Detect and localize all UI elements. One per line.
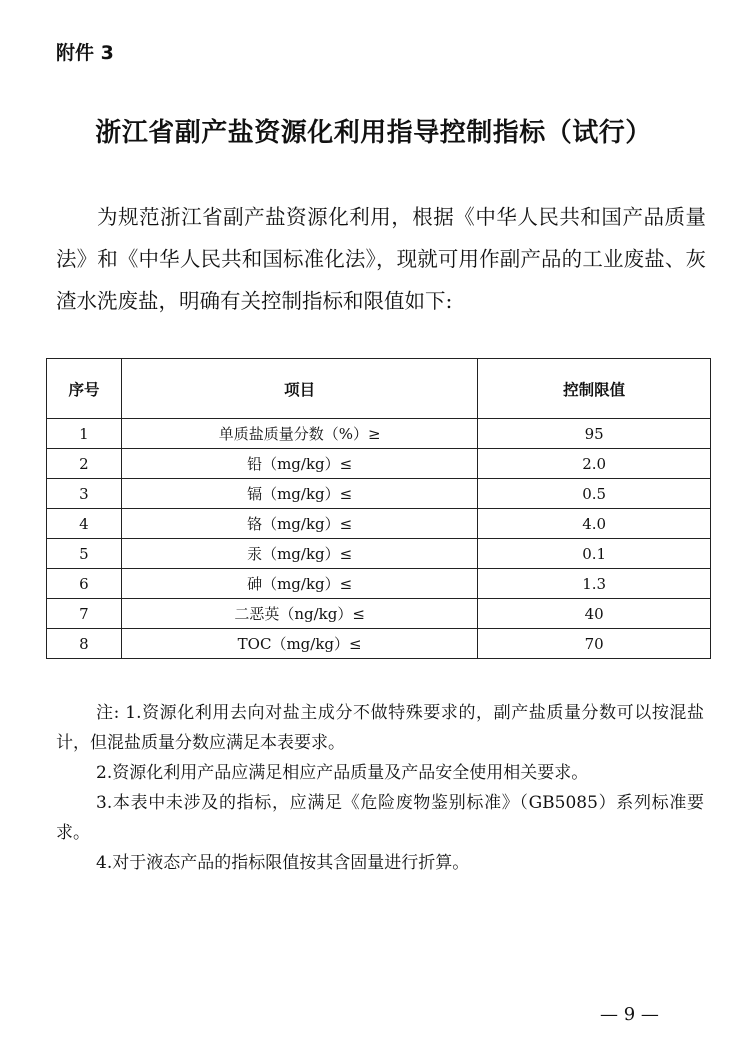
row-serial: 8	[47, 629, 122, 659]
row-item: 砷（mg/kg）≤	[121, 569, 477, 599]
table-row	[47, 479, 711, 509]
note-4: 4.对于液态产品的指标限值按其含固量进行折算。	[96, 853, 470, 873]
note-2: 2.资源化利用产品应满足相应产品质量及产品安全使用相关要求。	[96, 763, 589, 783]
table-header-row	[47, 359, 711, 419]
header-item: 项目	[121, 359, 477, 419]
row-serial: 4	[47, 509, 122, 539]
table-row	[47, 629, 711, 659]
intro-section	[56, 196, 706, 322]
table-row	[47, 419, 711, 449]
row-limit: 2.0	[478, 449, 711, 479]
row-serial: 5	[47, 539, 122, 569]
document-title: 浙江省副产盐资源化利用指导控制指标（试行）	[95, 118, 652, 148]
row-item: 二恶英（ng/kg）≤	[121, 599, 477, 629]
row-limit: 70	[478, 629, 711, 659]
header-limit: 控制限值	[478, 359, 711, 419]
row-limit: 95	[478, 419, 711, 449]
row-item: 汞（mg/kg）≤	[121, 539, 477, 569]
table-row	[47, 599, 711, 629]
row-serial: 1	[47, 419, 122, 449]
row-serial: 7	[47, 599, 122, 629]
table-row	[47, 569, 711, 599]
row-item: 铅（mg/kg）≤	[121, 449, 477, 479]
intro-paragraph: 为规范浙江省副产盐资源化利用，根据《中华人民共和国产品质量法》和《中华人民共和国标准化法》，现就可用作副产品的工业废盐、灰渣水洗废盐，明确有关控制指标和限值如下:	[56, 205, 706, 313]
page-number: — 9 —	[600, 1004, 659, 1025]
row-limit: 0.5	[478, 479, 711, 509]
header-serial: 序号	[47, 359, 122, 419]
row-limit: 0.1	[478, 539, 711, 569]
row-item: 铬（mg/kg）≤	[121, 509, 477, 539]
row-item: 镉（mg/kg）≤	[121, 479, 477, 509]
row-limit: 1.3	[478, 569, 711, 599]
row-item: TOC（mg/kg）≤	[121, 629, 477, 659]
row-limit: 40	[478, 599, 711, 629]
row-serial: 6	[47, 569, 122, 599]
table-row	[47, 449, 711, 479]
row-serial: 2	[47, 449, 122, 479]
table-row	[47, 509, 711, 539]
attachment-label: 附件 3	[56, 42, 114, 64]
row-serial: 3	[47, 479, 122, 509]
row-limit: 4.0	[478, 509, 711, 539]
note-3: 3.本表中未涉及的指标，应满足《危险废物鉴别标准》（GB5085）系列标准要求。	[56, 793, 704, 843]
table-row	[47, 539, 711, 569]
control-limits-table	[46, 358, 711, 659]
notes-section	[56, 698, 704, 878]
row-item: 单质盐质量分数（%）≥	[121, 419, 477, 449]
note-1: 注: 1.资源化利用去向对盐主成分不做特殊要求的，副产盐质量分数可以按混盐计，但混盐质量分数应满足本表要求。	[56, 703, 704, 753]
